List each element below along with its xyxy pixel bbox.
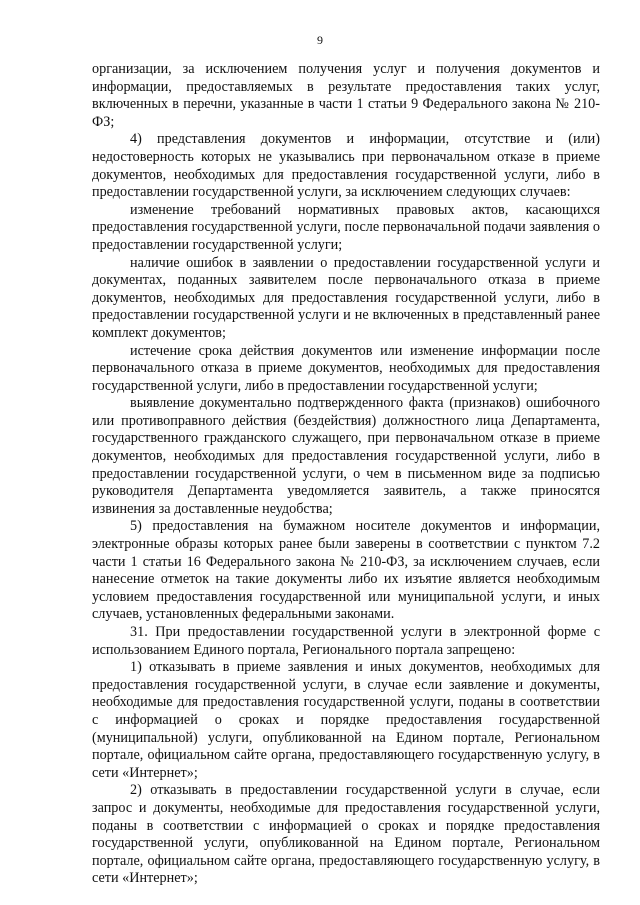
paragraph-wrongful-action: выявление документально подтвержденного факта (признаков) ошибочного или противоправного действия (бездействия) должностного лица Департамента, государственного гражданского служащего, при первоначальном отказе в приеме документов, необходимых для предоставления государственной услуги, либо в предоставлении государственной услуги, о чем в письменном виде за подписью руководителя Департамента уведомляется заявитель, а также приносятся извинения за доставленные неудобства; [92, 395, 600, 517]
paragraph-errors-present: наличие ошибок в заявлении о предоставлении государственной услуги и документах, поданных заявителем после первоначального отказа в приеме документов, необходимых для предоставления государственной услуги, либо в предоставлении государственной услуги и не включенных в представленный ранее комплект документов; [92, 254, 600, 341]
paragraph-31-item-2: 2) отказывать в предоставлении государственной услуги в случае, если запрос и документы, необходимые для предоставления государственной услуги, поданы в соответствии с информацией о сроках и порядке предоставления государственной услуги, опубликованной на Едином портале, Региональном портале, официальном сайте органа, предоставляющего государственную услугу, в сети «Интернет»; [92, 782, 600, 887]
paragraph-item-5: 5) предоставления на бумажном носителе документов и информации, электронные образы которых ранее были заверены в соответствии с пунктом 7.2 части 1 статьи 16 Федерального закона № 210-ФЗ, за исключением случаев, если нанесение отметок на такие документы либо их изъятие является необходимым условием предоставления государственной или муниципальной услуги, и иных случаев, установленных федеральными законами. [92, 518, 600, 623]
document-body [92, 61, 600, 888]
paragraph-clause-31: 31. При предоставлении государственной услуги в электронной форме с использованием Единого портала, Регионального портала запрещено: [92, 624, 600, 658]
page-number: 9 [317, 33, 323, 47]
paragraph-31-item-1: 1) отказывать в приеме заявления и иных документов, необходимых для предоставления государственной услуги, в случае если заявление и документы, необходимые для предоставления государственной услуги, поданы в соответствии с информацией о сроках и порядке предоставления государственной (муниципальной) услуги, опубликованной на Едином портале, Региональном портале, официальном сайте органа, предоставляющего государственную услугу, в сети «Интернет»; [92, 659, 600, 781]
paragraph-expiry: истечение срока действия документов или изменение информации после первоначального отказа в приеме документов, необходимых для предоставления государственной услуги, либо в предоставлении государственной услуги; [92, 342, 600, 394]
paragraph-requirements-change: изменение требований нормативных правовых актов, касающихся предоставления государственной услуги, после первоначальной подачи заявления о предоставлении государственной услуги; [92, 201, 600, 253]
paragraph-continuation: организации, за исключением получения услуг и получения документов и информации, предоставляемых в результате предоставления таких услуг, включенных в перечни, указанные в части 1 статьи 9 Федерального закона № 210-ФЗ; [92, 61, 600, 130]
paragraph-item-4: 4) представления документов и информации, отсутствие и (или) недостоверность которых не указывались при первоначальном отказе в приеме документов, необходимых для предоставления государственной услуги, либо в предоставлении государственной услуги, за исключением следующих случаев: [92, 131, 600, 201]
